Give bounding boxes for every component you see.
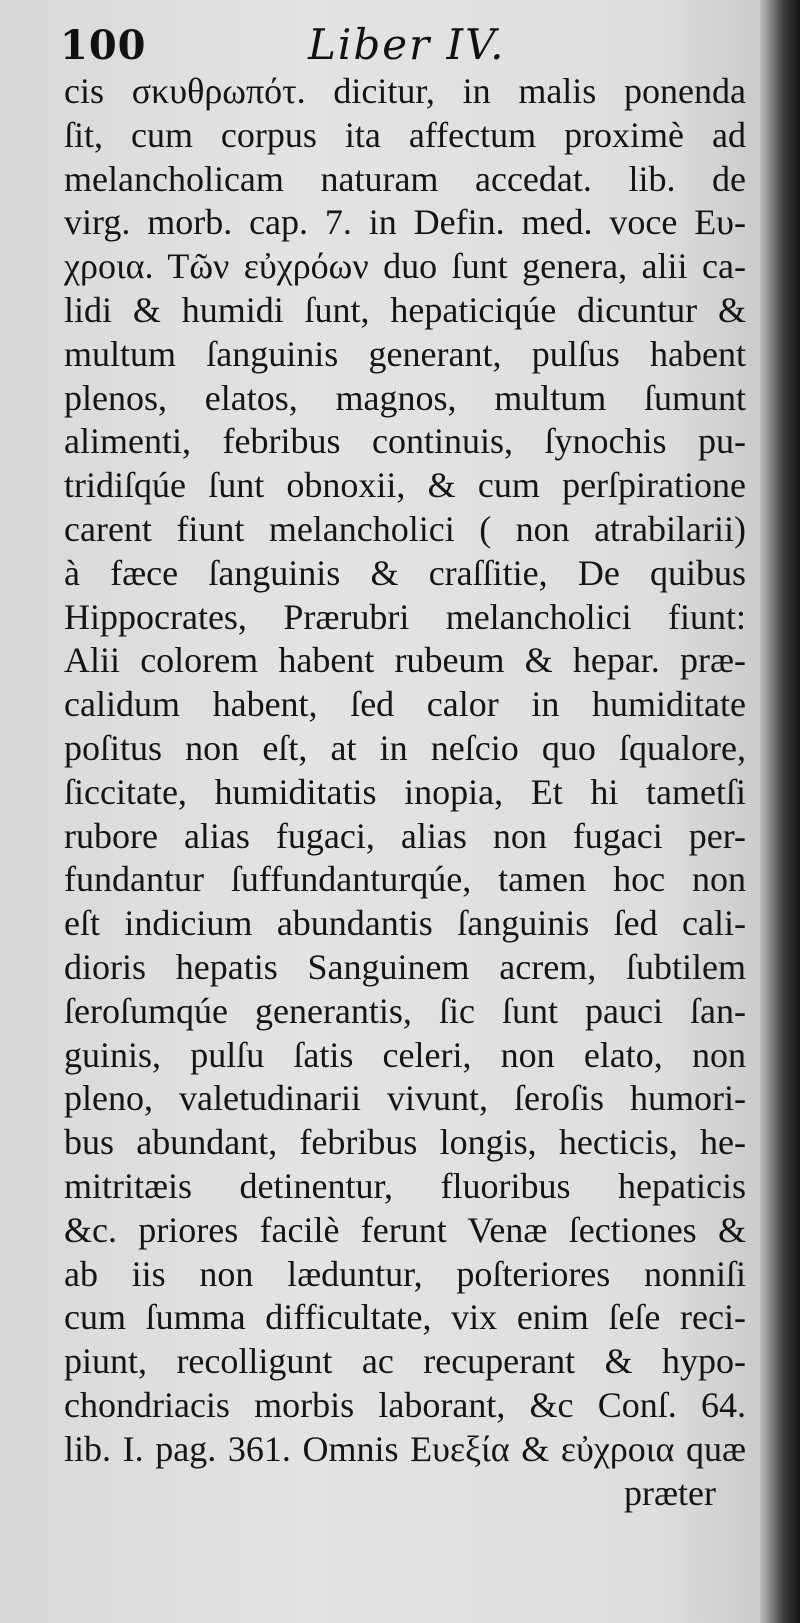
text-line: à fæce ſanguinis & craſſitie, De quibus [64, 552, 746, 593]
page-edge-shadow [760, 0, 800, 1623]
text-line: lib. I. pag. 361. Omnis Ευεξία & εὐχροια quæ [64, 1428, 746, 1469]
text-line: melancholicam naturam accedat. lib. de [64, 158, 746, 199]
body-text [64, 70, 746, 1515]
text-line: carent fiunt melancholici ( non atrabilarii) [64, 508, 746, 549]
text-line: plenos, elatos, magnos, multum ſumunt [64, 377, 746, 418]
text-line: χροια. Τῶν εὐχρόων duo ſunt genera, alii ca- [64, 246, 746, 287]
text-line: eſt indicium abundantis ſanguinis ſed cali- [64, 903, 746, 944]
text-line: guinis, pulſu ſatis celeri, non elato, non [64, 1034, 746, 1075]
text-line: fundantur ſuffundanturqúe, tamen hoc non [64, 859, 746, 900]
text-line: mitritæis detinentur, fluoribus hepaticis [64, 1165, 746, 1206]
text-line: rubore alias fugaci, alias non fugaci per- [64, 815, 746, 856]
running-head: Liber IV. [308, 20, 506, 69]
text-line: piunt, recolligunt ac recuperant & hypo- [64, 1341, 746, 1382]
text-line: ſit, cum corpus ita affectum proximè ad [64, 114, 746, 155]
text-line: alimenti, febribus continuis, ſynochis pu- [64, 421, 746, 462]
text-line: tridiſqúe ſunt obnoxii, & cum perſpiratione [64, 465, 746, 506]
catchword: præter [624, 1472, 716, 1513]
text-line: virg. morb. cap. 7. in Defin. med. voce Ευ- [64, 202, 746, 243]
text-line: multum ſanguinis generant, pulſus habent [64, 333, 746, 374]
text-line: dioris hepatis Sanguinem acrem, ſubtilem [64, 946, 746, 987]
text-line: ab iis non læduntur, poſteriores nonniſi [64, 1253, 746, 1294]
text-line: cum ſumma difficultate, vix enim ſeſe reci- [64, 1297, 746, 1338]
text-line: ſiccitate, humiditatis inopia, Et hi tametſi [64, 771, 746, 812]
text-line: chondriacis morbis laborant, &c Conſ. 64. [64, 1384, 746, 1425]
page-number: 100 [60, 22, 147, 69]
page-header [58, 18, 738, 78]
text-line: &c. priores facilè ferunt Venæ ſectiones & [64, 1209, 746, 1250]
text-line: bus abundant, febribus longis, hecticis, he- [64, 1122, 746, 1163]
text-line: lidi & humidi ſunt, hepaticiqúe dicuntur & [64, 289, 746, 330]
text-line: pleno, valetudinarii vivunt, ſeroſis humori- [64, 1078, 746, 1119]
text-line: calidum habent, ſed calor in humiditate [64, 684, 746, 725]
text-line: cis σκυθρωπότ. dicitur, in malis ponenda [64, 71, 746, 111]
text-line: Hippocrates, Prærubri melancholici fiunt: [64, 596, 746, 637]
text-line: Alii colorem habent rubeum & hepar. præ- [64, 640, 746, 681]
text-line: poſitus non eſt, at in neſcio quo ſqualore, [64, 727, 746, 768]
text-line: ſeroſumqúe generantis, ſic ſunt pauci ſan- [64, 990, 746, 1031]
